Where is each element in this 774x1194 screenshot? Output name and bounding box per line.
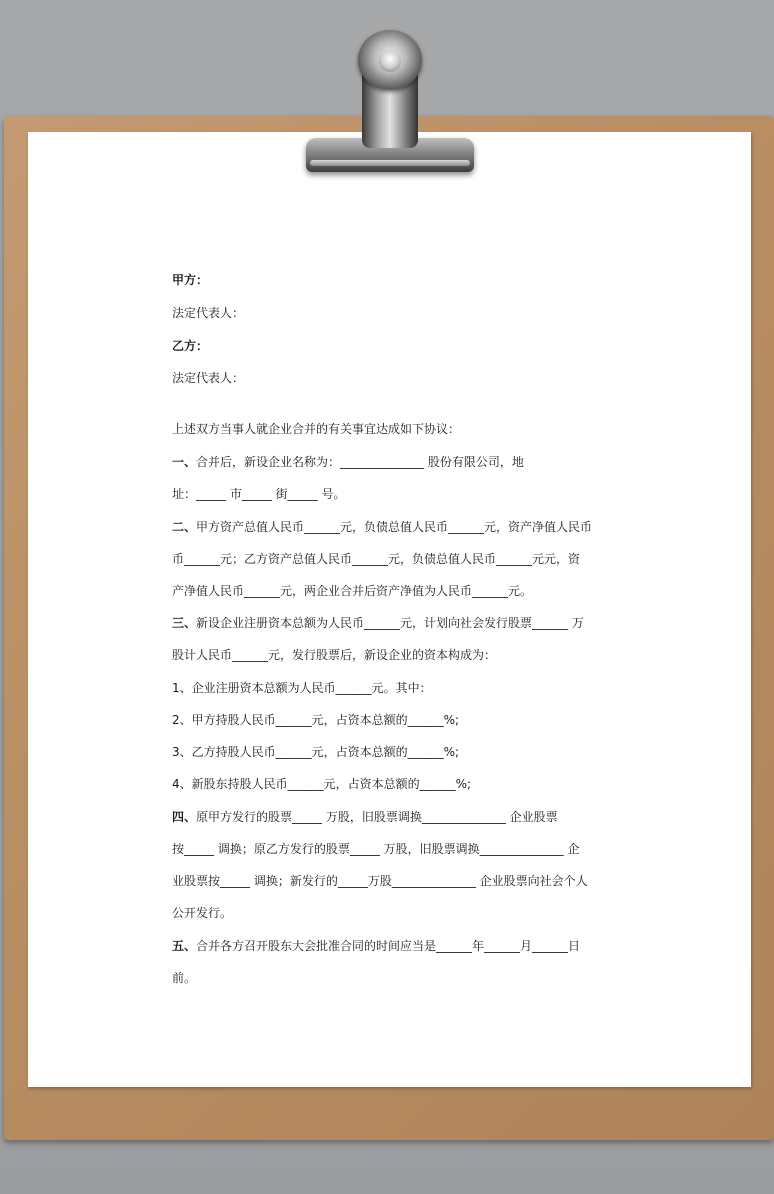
clause-line: 五、合并各方召开股东大会批准合同的时间应当是______年______月______日	[172, 939, 581, 953]
clause-line: 币______元；乙方资产总值人民币______元，负债总值人民币______元元，资	[172, 552, 581, 566]
clause-line: 四、原甲方发行的股票_____ 万股，旧股票调换______________ 企业股票	[172, 810, 558, 824]
clause-line: 股计人民币______元，发行股票后，新设企业的资本构成为：	[172, 648, 497, 662]
clip-lip	[310, 160, 470, 166]
clause-line: 业股票按_____ 调换；新发行的_____万股______________ 企业股票向社会个人	[172, 874, 588, 888]
clause-line: 按_____ 调换；原乙方发行的股票_____ 万股，旧股票调换______________ 企	[172, 842, 580, 856]
clause-line: 前。	[172, 971, 197, 985]
clause-line: 4、新股东持股人民币______元，占资本总额的______%;	[172, 777, 472, 791]
party-b-label: 乙方：	[172, 339, 209, 353]
clip-hole	[379, 50, 401, 72]
clause-line: 二、甲方资产总值人民币______元，负债总值人民币______元，资产净值人民币	[172, 520, 593, 534]
clause-line: 公开发行。	[172, 906, 233, 920]
party-a-label: 甲方：	[172, 273, 209, 287]
clause-line: 三、新设企业注册资本总额为人民币______元，计划向社会发行股票______ 万	[172, 616, 584, 630]
party-b-representative: 法定代表人：	[172, 371, 245, 385]
clause-line: 3、乙方持股人民币______元，占资本总额的______%;	[172, 745, 460, 759]
clause-line: 2、甲方持股人民币______元，占资本总额的______%;	[172, 713, 460, 727]
clause-line: 一、合并后，新设企业名称为：______________ 股份有限公司，地	[172, 455, 524, 469]
clause-line: 产净值人民币______元，两企业合并后资产净值为人民币______元。	[172, 584, 533, 598]
agreement-intro: 上述双方当事人就企业合并的有关事宜达成如下协议：	[172, 422, 461, 436]
clause-line: 址：_____ 市_____ 街_____ 号。	[172, 487, 346, 501]
clause-line: 1、企业注册资本总额为人民币______元。其中：	[172, 681, 432, 695]
party-a-representative: 法定代表人：	[172, 306, 245, 320]
